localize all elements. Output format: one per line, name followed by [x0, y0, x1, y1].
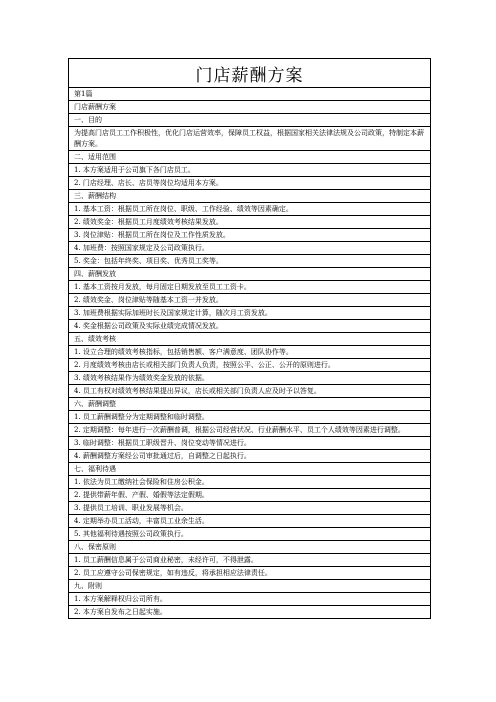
document-row: 5. 奖金：包括年终奖、项目奖、优秀员工奖等。 [69, 255, 430, 268]
document-row: 1. 本方案适用于公司旗下各门店员工。 [69, 164, 430, 177]
document-row: 2. 绩效奖金、岗位津贴等随基本工资一并发放。 [69, 294, 430, 307]
document-row: 四、薪酬发放 [69, 268, 430, 281]
document-row: 2. 提供带薪年假、产假、婚假等法定假期。 [69, 489, 430, 502]
document-row: 5. 其他福利待遇按照公司政策执行。 [69, 528, 430, 541]
document-row: 五、绩效考核 [69, 333, 430, 346]
document-row: 三、薪酬结构 [69, 190, 430, 203]
document-row: 3. 加班费根据实际加班时长及国家规定计算，随次月工资发放。 [69, 307, 430, 320]
document-row: 第1篇 [69, 88, 430, 101]
document-row: 二、适用范围 [69, 151, 430, 164]
document-row: 1. 基本工资：根据员工所在岗位、职级、工作经验、绩效等因素确定。 [69, 203, 430, 216]
document-row: 1. 设立合理的绩效考核指标，包括销售额、客户满意度、团队协作等。 [69, 346, 430, 359]
document-row: 2. 定期调整：每年进行一次薪酬普调，根据公司经营状况、行业薪酬水平、员工个人绩效等因素进行调整。 [69, 424, 430, 437]
document-body [69, 88, 430, 618]
document-row: 八、保密原则 [69, 541, 430, 554]
document-row: 3. 临时调整：根据员工职级晋升、岗位变动等情况进行。 [69, 437, 430, 450]
document-row: 4. 员工有权对绩效考核结果提出异议，店长或相关部门负责人应及时予以答复。 [69, 385, 430, 398]
document-row: 4. 加班费：按照国家规定及公司政策执行。 [69, 242, 430, 255]
document-row: 1. 员工薪酬调整分为定期调整和临时调整。 [69, 411, 430, 424]
document-row: 2. 员工应遵守公司保密规定，如有违反，将承担相应法律责任。 [69, 567, 430, 580]
document-row: 2. 月度绩效考核由店长或相关部门负责人负责，按照公平、公正、公开的原则进行。 [69, 359, 430, 372]
document-row: 1. 基本工资按月发放，每月固定日期发放至员工工资卡。 [69, 281, 430, 294]
document-row: 六、薪酬调整 [69, 398, 430, 411]
document-row: 门店薪酬方案 [69, 101, 430, 114]
document-row: 七、福利待遇 [69, 463, 430, 476]
document-table [68, 58, 431, 619]
document-row: 一、目的 [69, 114, 430, 127]
document-title: 门店薪酬方案 [195, 65, 304, 86]
document-row: 1. 员工薪酬信息属于公司商业秘密，未经许可，不得泄露。 [69, 554, 430, 567]
document-row: 4. 定期举办员工活动，丰富员工业余生活。 [69, 515, 430, 528]
document-row: 4. 奖金根据公司政策及实际业绩完成情况发放。 [69, 320, 430, 333]
document-row: 4. 薪酬调整方案经公司审批通过后，自调整之日起执行。 [69, 450, 430, 463]
document-row: 1. 依法为员工缴纳社会保险和住房公积金。 [69, 476, 430, 489]
document-row: 2. 本方案自发布之日起实施。 [74, 607, 167, 616]
document-row: 为提高门店员工工作积极性，优化门店运营效率，保障员工权益，根据国家相关法律法规及公司政策，特制定本薪酬方案。 [69, 127, 430, 151]
document-row: 3. 岗位津贴：根据员工所在岗位及工作性质发放。 [69, 229, 430, 242]
document-row: 3. 绩效考核结果作为绩效奖金发放的依据。 [69, 372, 430, 385]
document-row: 1. 本方案解释权归公司所有。 [69, 593, 430, 606]
document-row: 2. 门店经理、店长、店员等岗位均适用本方案。 [69, 177, 430, 190]
document-row: 九、附则 [69, 580, 430, 593]
document-row: 2. 绩效奖金：根据员工月度绩效考核结果发放。 [69, 216, 430, 229]
title-row [69, 59, 430, 88]
document-row: 3. 提供员工培训、职业发展等机会。 [69, 502, 430, 515]
